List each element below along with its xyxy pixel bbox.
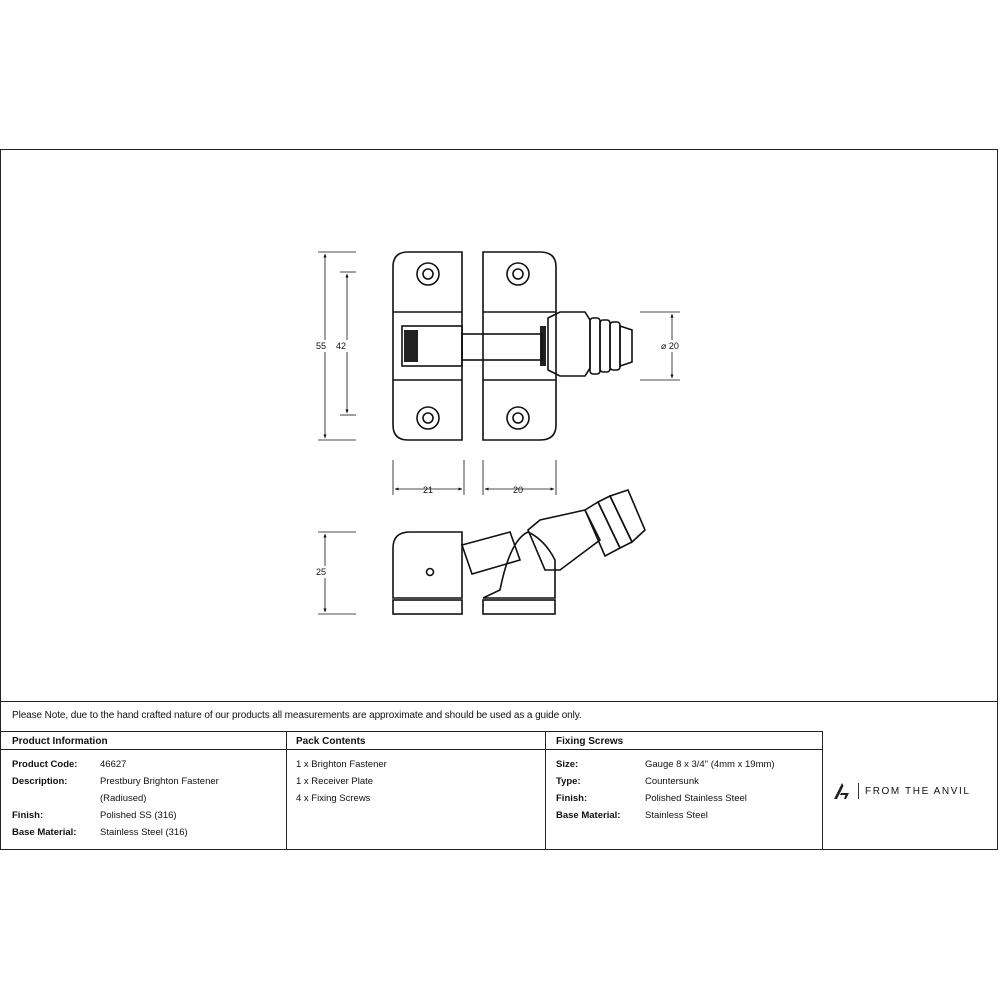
table-header-rule-top <box>0 731 822 732</box>
anvil-a-logo-icon <box>832 781 852 801</box>
product-code-label: Product Code: <box>12 759 78 770</box>
screw-hole-top-right <box>507 263 529 285</box>
column-divider-2 <box>545 731 546 850</box>
brand-name: FROM THE ANVIL <box>865 785 971 797</box>
table-top-rule <box>0 701 998 702</box>
description-value-line2: (Radiused) <box>100 793 147 804</box>
screw-hole-top-left <box>417 263 439 285</box>
pack-item: 1 x Receiver Plate <box>296 776 374 787</box>
base-material-value: Stainless Steel (316) <box>100 827 188 838</box>
dim-label-25: 25 <box>316 567 327 577</box>
screw-size-label: Size: <box>556 759 579 770</box>
table-header-rule-bottom <box>0 749 822 750</box>
side-view-receiver <box>483 532 555 598</box>
finish-value: Polished SS (316) <box>100 810 177 821</box>
pack-item: 4 x Fixing Screws <box>296 793 371 804</box>
pack-contents-heading: Pack Contents <box>296 736 366 747</box>
screw-size-value: Gauge 8 x 3/4" (4mm x 19mm) <box>645 759 775 770</box>
screw-finish-label: Finish: <box>556 793 588 804</box>
brand-separator <box>858 783 859 799</box>
product-code-value: 46627 <box>100 759 127 770</box>
screw-hole-bottom-right <box>507 407 529 429</box>
knob-front <box>548 312 590 376</box>
dim-label-21: 21 <box>423 485 434 495</box>
fixing-screws-heading: Fixing Screws <box>556 736 624 747</box>
pack-item: 1 x Brighton Fastener <box>296 759 387 770</box>
column-divider-3 <box>822 731 823 850</box>
dim-label-20: 20 <box>513 485 524 495</box>
measurement-note: Please Note, due to the hand crafted nature of our products all measurements are approximate and should be used as a guide only. <box>12 710 582 721</box>
description-label: Description: <box>12 776 68 787</box>
fastener-plate-outline <box>393 252 462 440</box>
product-info-heading: Product Information <box>12 736 108 747</box>
side-view-fastener <box>393 532 462 598</box>
screw-material-label: Base Material: <box>556 810 621 821</box>
dim-label-55: 55 <box>316 341 327 351</box>
dim-label-42: 42 <box>336 341 347 351</box>
brand-logo <box>832 781 971 801</box>
finish-label: Finish: <box>12 810 44 821</box>
description-value: Prestbury Brighton Fastener <box>100 776 219 787</box>
screw-hole-bottom-left <box>417 407 439 429</box>
screw-type-label: Type: <box>556 776 581 787</box>
bolt-shaft <box>462 334 542 360</box>
base-material-label: Base Material: <box>12 827 77 838</box>
screw-finish-value: Polished Stainless Steel <box>645 793 747 804</box>
column-divider-1 <box>286 731 287 850</box>
screw-material-value: Stainless Steel <box>645 810 708 821</box>
dim-label-diameter: ⌀ 20 <box>661 341 679 351</box>
screw-type-value: Countersunk <box>645 776 699 787</box>
